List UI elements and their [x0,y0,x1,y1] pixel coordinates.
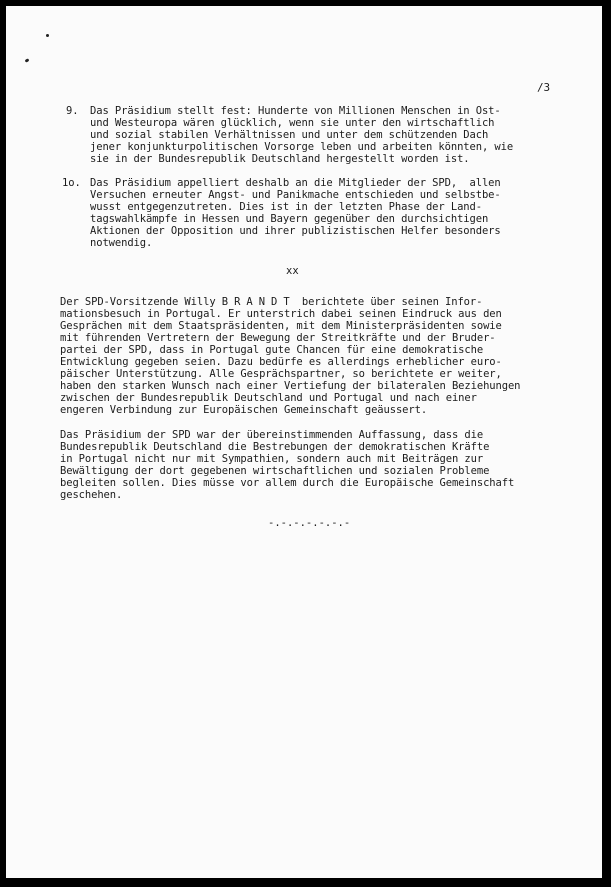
item-number: 1o. [62,177,81,189]
document-page [6,6,602,878]
paragraph-line: begleiten sollen. Dies müsse vor allem durch die Europäische Gemeinschaft [60,477,515,489]
paragraph-line: geschehen. [60,489,123,501]
item-line: notwendig. [90,237,153,249]
paragraph-line: mit führenden Vertretern der Bewegung der Streitkräfte und der Bruder- [60,332,496,344]
scan-speck [46,34,49,37]
page-number: /3 [537,81,551,94]
end-mark: -.-.-.-.-.-.- [268,517,351,529]
item-line: sie in der Bundesrepublik Deutschland hergestellt worden ist. [90,153,470,165]
paragraph-line: Das Präsidium der SPD war der übereinstimmenden Auffassung, dass die [60,429,484,441]
paragraph-line: partei der SPD, dass in Portugal gute Chancen für eine demokratische [60,344,484,356]
paragraph-line: haben den starken Wunsch nach einer Vertiefung der bilateralen Beziehungen [60,380,521,392]
item-line: und Westeuropa wären glücklich, wenn sie unter den wirtschaftlich [90,117,495,129]
paragraph-line: päischer Unterstützung. Alle Gesprächspartner, so berichtete er weiter, [60,368,502,380]
text-fragment: Der SPD-Vorsitzende Willy [60,296,222,308]
paragraph-line: Bewältigung der dort gegebenen wirtschaftlichen und sozialen Probleme [60,465,490,477]
paragraph-line: Gesprächen mit dem Staatspräsidenten, mit dem Ministerpräsidenten sowie [60,320,502,332]
item-line: tagswahlkämpfe in Hessen und Bayern gegenüber den durchsichtigen [90,213,489,225]
paragraph-line [60,296,482,308]
paragraph-line: engeren Verbindung zur Europäischen Gemeinschaft geäussert. [60,404,428,416]
item-line: Das Präsidium appelliert deshalb an die Mitglieder der SPD, allen [90,177,501,189]
item-line: und sozial stabilen Verhältnissen und unter dem schützenden Dach [90,129,489,141]
item-line: jener konjunkturpolitischen Vorsorge leben und arbeiten könnten, wie [90,141,514,153]
section-separator: xx [286,265,299,277]
scan-speck [25,58,30,63]
item-line: wusst entgegenzutreten. Dies ist in der letzten Phase der Land- [90,201,482,213]
text-fragment: berichtete über seinen Infor- [295,296,483,308]
paragraph-line: in Portugal nicht nur mit Sympathien, sondern auch mit Beiträgen zur [60,453,484,465]
person-name: BRANDT [221,296,296,308]
item-line: Das Präsidium stellt fest: Hunderte von Millionen Menschen in Ost- [90,105,501,117]
item-line: Aktionen der Opposition und ihrer publizistischen Helfer besonders [90,225,501,237]
paragraph-line: Entwicklung gegeben seien. Dazu bedürfe es allerdings erheblicher euro- [60,356,502,368]
paragraph-line: Bundesrepublik Deutschland die Bestrebungen der demokratischen Kräfte [60,441,490,453]
paragraph-line: mationsbesuch in Portugal. Er unterstrich dabei seinen Eindruck aus den [60,308,502,320]
paragraph-line: zwischen der Bundesrepublik Deutschland und Portugal und nach einer [60,392,477,404]
item-line: Versuchen erneuter Angst- und Panikmache entschieden und selbstbe- [90,189,501,201]
item-number: 9. [66,105,79,117]
